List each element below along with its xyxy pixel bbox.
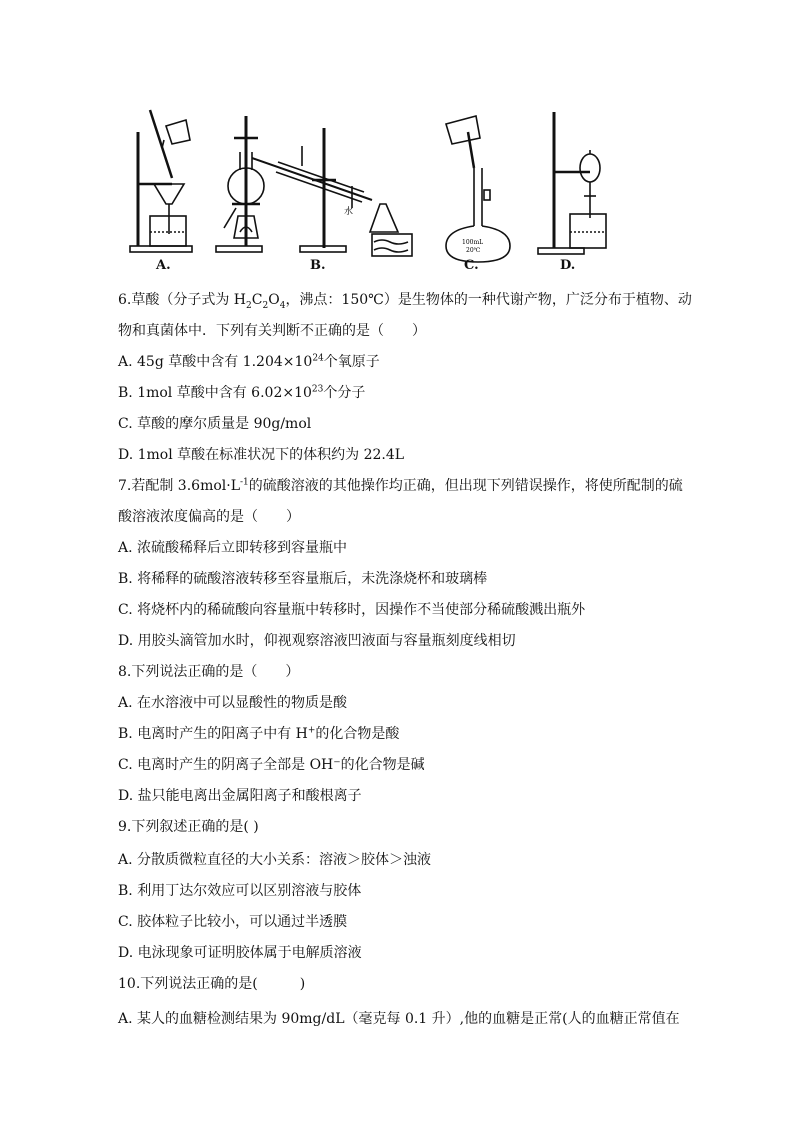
q7-option-a: A. 浓硫酸稀释后立即转移到容量瓶中 bbox=[118, 540, 348, 556]
q6-option-a: A. 45g 草酸中含有 $1.204\times 10^{24}$个氧原子 bbox=[118, 353, 380, 370]
apparatus-b bbox=[216, 116, 412, 256]
q10-option-a: A. 某人的血糖检测结果为 90mg/dL（毫克每 0.1 升）,他的血糖是正常(人的血糖正常值在 bbox=[118, 1011, 680, 1027]
q6-option-d: D. 1mol 草酸在标准状况下的体积约为 22.4L bbox=[118, 447, 405, 463]
figure-label-c: C. bbox=[464, 258, 479, 273]
q10-stem: 10.下列说法正确的是( ) bbox=[118, 976, 306, 992]
q7-option-b: B. 将稀释的硫酸溶液转移至容量瓶后，未洗涤烧杯和玻璃棒 bbox=[118, 571, 488, 587]
q9-option-d: D. 电泳现象可证明胶体属于电解质溶液 bbox=[118, 945, 362, 961]
q8-option-b: B. 电离时产生的阳离子中有 H+的化合物是酸 bbox=[118, 725, 400, 742]
q7-stem-line1: 7.若配制 $3.6mol\cdot L^{-1}$的硫酸溶液的其他操作均正确，但出现下列错误操作，将使所配制的硫 bbox=[118, 477, 683, 494]
q9-option-c: C. 胶体粒子比较小，可以通过半透膜 bbox=[118, 914, 348, 930]
q9-option-b: B. 利用丁达尔效应可以区别溶液与胶体 bbox=[118, 883, 362, 899]
figure-label-b: B. bbox=[310, 258, 326, 273]
q9-option-a: A. 分散质微粒直径的大小关系：溶液＞胶体＞浊液 bbox=[118, 852, 432, 868]
water-label: 水 bbox=[344, 207, 354, 217]
apparatus-d bbox=[538, 112, 606, 254]
apparatus-figure bbox=[128, 108, 618, 276]
q9-stem: 9.下列叙述正确的是( ) bbox=[118, 819, 259, 835]
apparatus-drawing bbox=[128, 108, 618, 276]
q7-option-d: D. 用胶头滴管加水时，仰视观察溶液凹液面与容量瓶刻度线相切 bbox=[118, 633, 516, 649]
q8-option-d: D. 盐只能电离出金属阳离子和酸根离子 bbox=[118, 788, 362, 804]
flask-capacity-text: 100mL bbox=[462, 239, 484, 246]
figure-label-a: A. bbox=[156, 258, 171, 273]
q6-stem-line1: 6.草酸（分子式为 $H_2C_2O_4$，沸点：150℃）是生物体的一种代谢产物，广泛分布于植物、动 bbox=[118, 292, 692, 311]
figure-label-d: D. bbox=[560, 258, 576, 273]
q7-stem-line2: 酸溶液浓度偏高的是（ ） bbox=[118, 509, 300, 525]
apparatus-a bbox=[130, 110, 192, 252]
q8-stem: 8.下列说法正确的是（ ） bbox=[118, 664, 300, 680]
q6-option-c: C. 草酸的摩尔质量是 90g/mol bbox=[118, 416, 312, 432]
q8-option-c: C. 电离时产生的阴离子全部是 OH⁻的化合物是碱 bbox=[118, 757, 425, 773]
q6-option-b: B. 1mol 草酸中含有 $6.02\times 10^{23}$个分子 bbox=[118, 384, 366, 401]
q8-option-a: A. 在水溶液中可以显酸性的物质是酸 bbox=[118, 695, 348, 711]
q7-option-c: C. 将烧杯内的稀硫酸向容量瓶中转移时，因操作不当使部分稀硫酸溅出瓶外 bbox=[118, 602, 586, 618]
flask-temp-text: 20℃ bbox=[466, 247, 481, 254]
q6-stem-line2: 物和真菌体中．下列有关判断不正确的是（ ） bbox=[118, 323, 426, 339]
